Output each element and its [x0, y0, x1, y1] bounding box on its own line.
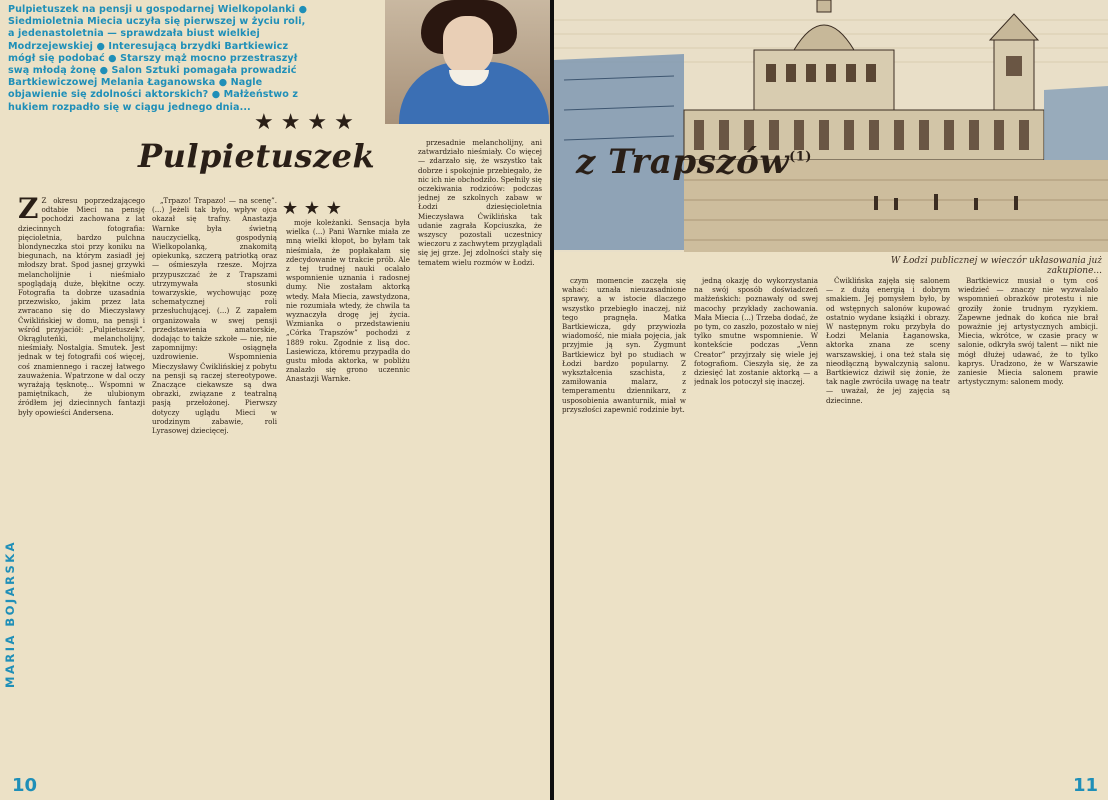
stars-decoration-mid: ★ ★ ★ — [282, 198, 342, 219]
column-text: „Trpazo! Trapazo! — na scenę”. (...) Jeżeli tak było, wpływ ojca okazał się trafny. Anastazja Warnke była świetną nauczycielką, gospodynią Wielkopolanką, znakomitą opiekunką, szczerą patriotką oraz — ośmieszyła rzesze. Mojrza przypuszczać że z Trapszami utrzymywała stosunki towarzyskie, wychowując pozę schematycznej roli przesłuchującej. (...) Z zapałem organizowała w swej pensji przedstawienia amatorskie, dodając to także szkołe — nie, nie zapomnijmy: osiągnęła uzdrowienie. Wspomnienia Mieczysławy Ćwiklińskiej z pobytu na pensji są raczej stereotypowe. Znaczące ciekawsze są dwa obrazki, związane z teatralną pasją przełożonej. Pierwszy dotyczy uglądu Mieci w urodzinym zabawie, roli Lyrasowej dziecięcej. — [152, 196, 277, 436]
text-column-7 — [826, 276, 950, 766]
right-page — [554, 0, 1108, 800]
etching-drawing — [554, 0, 1108, 252]
column-text: Bartkiewicz musiał o tym coś wiedzieć — znaczy nie wyzwalało wspomnień obrazków protestu i nie groziły żonie trudnym ryzykiem. Zapewne jednak do końca nie brał poważnie jej artystycznych ambicji. Miecia, wkrótce, w czasie pracy w salonie, odkryła swój talent — nikt nie mógł dłużej udawać, że to tylko kaprys. Uradzono, że w Warszawie zaniesie Miecia salonem prawie artystycznym: salonem mody. — [958, 276, 1098, 387]
page-number-left: 10 — [12, 775, 38, 796]
text-column-2 — [152, 196, 277, 766]
text-column-1 — [18, 196, 145, 766]
text-column-8 — [958, 276, 1098, 766]
dropcap: Z — [18, 196, 39, 225]
page-number-right: 11 — [1072, 775, 1098, 796]
left-page — [0, 0, 550, 800]
portrait-photo — [385, 0, 550, 124]
column-text: jedną okazję do wykorzystania na swój sposób doświadczeń małżeńskich: poznawały od swej macochy przykłady zachowania. Mała Miecia (...) Trzeba dodać, że po tym, co zaszło, pozostało w niej tylko smutne wspomnienie. W kontekście podczas „Venn Creator” przyjrzały się wiele jej fotografiom. Cieszyła się, że za dziesięć lat zostanie aktorką — a jednak los potoczył się inaczej. — [694, 276, 818, 387]
lead-text: Pulpietuszek na pensji u gospodarnej Wielkopolanki ● Siedmioletnia Miecia uczyła się pierwszej w życiu roli, a jedenastoletnia — sprawdzała biust wielkiej Modrzejewskiej ● Interesującą brzydki Bartkiewicz mógł się podobać ● Starszy mąż mocno przestraszył swą młodą żonę ● Salon Sztuki pomagała prowadzić Bartkiewiczowej Melania Łaganowska ● Nagle objawienie się zdolności aktorskich? ● Małżeństwo z hukiem rozpadło się w ciągu jednego dnia... — [8, 4, 308, 113]
author-byline: MARIA BOJARSKA — [3, 539, 17, 688]
column-text: Ćwiklińska zajęła się salonem — z dużą energią i dobrym smakiem. Jej pomysłem było, by od wstępnych salonów kupować ostatnio wydane książki i obrazy. W następnym roku przybyła do Łodzi Melania Łaganowska, aktorka znana ze sceny warszawskiej, i ona też stała się nieodłączną bywalczynią salonu. Bartkiewicz dziwił się żonie, że tak nagle zwróciła uwagę na teatr — uważał, że jej zajęcia są dziecinne. — [826, 276, 950, 405]
column-text: przesadnie melancholijny, ani zatwardziało nieśmiały. Co więcej — zdarzało się, że wszystko tak dobrze i spokojnie przebiegało, że nic ich nie obchodziło. Spełnily się oczekiwania rodziców: podczas jednej ze szkolnych zabaw w Łodzi dziesięcioletnia Mieczysława Ćwiklińska tak udanie zagrała Kopciuszka, że wszyscy pozostali uczestnicy wieczoru z zachwytem przyglądali się jej grze. Jej zdolności stały się tematem wielu rozmów w Łodzi. — [418, 138, 542, 267]
city-etching-illustration — [554, 0, 1108, 252]
footnote-marker: (1) — [789, 149, 812, 165]
headline-right-text: z Trapszów — [576, 142, 790, 182]
text-column-4 — [418, 138, 542, 766]
column-text: Z okresu poprzedzającego odtabie Mieci na pensję pochodzi zachowana z lat dziecinnych fotografia: pięcioletnia, bardzo pulchna blondyneczka stoi przy koniku na biegunach, na którym zasiadł jej młodszy brat. Spod jasnej grzywki melancholijnie i nieśmiało spoglądają duże, błękitne oczy. Fotografia ta dobrze uzasadnia przezwisko, jakim przez lata zwracano się do Mieczysławy Ćwiklińskiej w domu, na pensji i wśród przyjaciół: „Pulpietuszek”. Okrągluteńki, melancholijny, nieśmiały. Nostalgia. Smutek. Jest jednak w tej fotografii coś więcej, coś znamiennego i raczej łatwego zauważenia. Wpatrzone w dal oczy wyrażają tęsknotę... Wspomni w pamiętnikach, że ulubionym źródłem jej dziecinnych fantazji były opowieści Andersena. — [18, 196, 145, 417]
text-column-3 — [286, 218, 410, 766]
stars-decoration-top: ★ ★ ★ ★ — [254, 110, 354, 135]
text-column-5 — [562, 276, 686, 766]
lead-block — [8, 4, 308, 116]
column-text: czym momencie zaczęła się wahać: uznała nieuzasadnione sprawy, a w istocie dlaczego wszystko przebiegło inaczej, niż tego pragnęła. Matka Bartkiewicza, gdy przywiozła wiadomość, nie miała pojęcia, jak przyjmie ją syn. Zygmunt Bartkiewicz był po studiach w Łodzi bardzo popularny. Z wykształcenia szachista, z zamiłowania malarz, z temperamentu dziennikarz, z usposobienia awanturnik, miał w przyszłości zapewnić rodzinie byt. — [562, 276, 686, 414]
headline-left: Pulpietuszek — [138, 137, 376, 175]
illustration-caption: W Łodzi publicznej w wieczór ukłasowania już zakupione... — [890, 256, 1102, 276]
column-text: moje koleżanki. Sensacja była wielka (...) Pani Warnke miała ze mną wielki kłopot, bo byłam tak nieśmiała, że popłakałam się zdecydowanie w trakcie prób. Ale z tej trudnej nauki ocalało wspomnienie uznania i radosnej dumy. Nie zostałam aktorką wtedy. Mała Miecia, zawstydzona, nie rozumiała wtedy, że chwila ta wyznaczyła drogę jej życia. Wzmianka o przedstawieniu „Córka Trapszów” pochodzi z 1889 roku. Zgodnie z lisą doc. Lasiewicza, któremu przypadła do gustu młoda aktorka, w pobliżu znalazło się grono uczennic Anastazji Warnke. — [286, 218, 410, 384]
headline-right — [576, 142, 812, 182]
text-column-6 — [694, 276, 818, 766]
